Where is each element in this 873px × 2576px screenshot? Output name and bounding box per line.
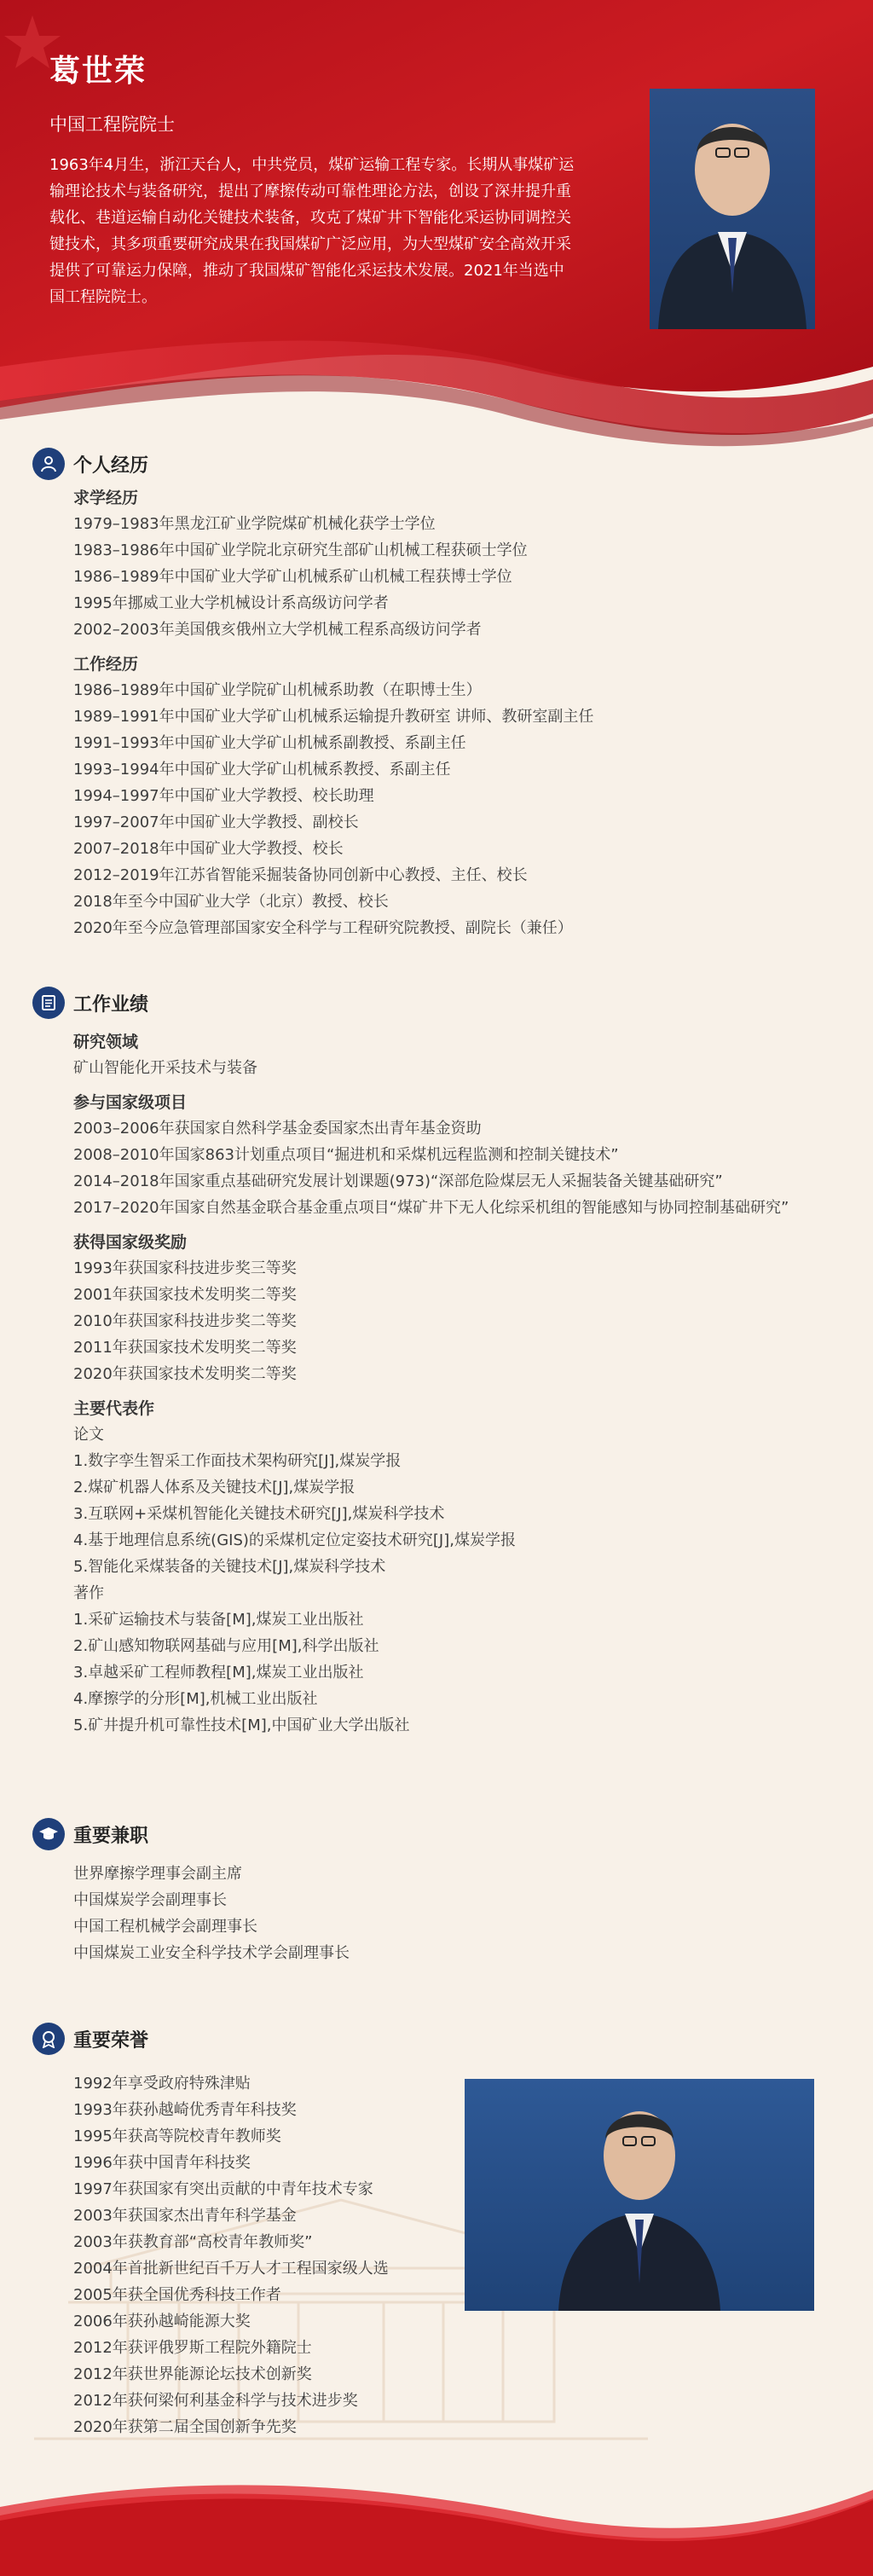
list-item: 1993年获孙越崎优秀青年科技奖 bbox=[73, 2101, 297, 2119]
list-item: 1994–1997年中国矿业大学教授、校长助理 bbox=[73, 787, 374, 805]
list-item: 1.数字孪生智采工作面技术架构研究[J],煤炭学报 bbox=[73, 1452, 402, 1470]
list-item: 2010年获国家科技进步奖二等奖 bbox=[73, 1312, 297, 1330]
list-item: 1995年挪威工业大学机械设计系高级访问学者 bbox=[73, 594, 389, 612]
education-group bbox=[73, 485, 824, 643]
list-item: 2020年获第二届全国创新争先奖 bbox=[73, 2418, 297, 2436]
list-item: 2003年获国家杰出青年科学基金 bbox=[73, 2207, 297, 2225]
list-item: 2001年获国家技术发明奖二等奖 bbox=[73, 1286, 297, 1304]
list-item: 2017–2020年国家自然基金联合基金重点项目“煤矿井下无人化综采机组的智能感知与协同控制基础研究” bbox=[73, 1199, 789, 1217]
section-title-achievements: 工作业绩 bbox=[73, 993, 149, 1016]
list-item: 2003–2006年获国家自然科学基金委国家杰出青年基金资助 bbox=[73, 1120, 482, 1137]
person-icon bbox=[32, 448, 65, 480]
list-item: 2.矿山感知物联网基础与应用[M],科学出版社 bbox=[73, 1637, 379, 1655]
list-item: 1.采矿运输技术与装备[M],煤炭工业出版社 bbox=[73, 1611, 364, 1629]
section-title-honors: 重要荣誉 bbox=[73, 2029, 149, 2052]
list-item: 1993–1994年中国矿业大学矿山机械系教授、系副主任 bbox=[73, 761, 451, 779]
list-item: 2003年获教育部“高校青年教师奖” bbox=[73, 2233, 313, 2251]
portrait-photo-secondary bbox=[465, 2079, 814, 2311]
list-item: 中国煤炭工业安全科学技术学会副理事长 bbox=[73, 1944, 350, 1962]
projects-title: 参与国家级项目 bbox=[73, 1093, 188, 1112]
header-banner bbox=[0, 0, 873, 460]
section-header-posts bbox=[32, 1818, 148, 1850]
list-item: 中国煤炭学会副理事长 bbox=[73, 1891, 227, 1909]
section-header-experience bbox=[32, 448, 148, 480]
papers-label: 论文 bbox=[73, 1426, 104, 1444]
person-bio: 1963年4月生，浙江天台人，中共党员，煤矿运输工程专家。长期从事煤矿运输理论技术与装备研究，提出了摩擦传动可靠性理论方法，创设了深井提升重载化、巷道运输自动化关键技术装备，攻克了煤矿井下智能化采运协同调控关键技术，其多项重要研究成果在我国煤矿广泛应用，为大型煤矿安全高效开采提供了可靠运力保障，推动了我国煤矿智能化采运技术发展。2021年当选中国工程院院士。 bbox=[49, 156, 575, 306]
field-title: 研究领域 bbox=[73, 1033, 139, 1051]
portrait-illustration-secondary bbox=[465, 2079, 814, 2311]
list-item: 2018年至今中国矿业大学（北京）教授、校长 bbox=[73, 893, 389, 911]
list-item: 中国工程机械学会副理事长 bbox=[73, 1918, 257, 1936]
books-label: 著作 bbox=[73, 1584, 104, 1602]
list-item: 4.基于地理信息系统(GIS)的采煤机定位定姿技术研究[J],煤炭学报 bbox=[73, 1531, 516, 1549]
education-title: 求学经历 bbox=[73, 489, 139, 507]
awards-title: 获得国家级奖励 bbox=[73, 1233, 188, 1252]
list-item: 2005年获全国优秀科技工作者 bbox=[73, 2286, 281, 2304]
list-item: 1986–1989年中国矿业大学矿山机械系矿山机械工程获博士学位 bbox=[73, 568, 512, 586]
list-item: 1991–1993年中国矿业大学矿山机械系副教授、系副主任 bbox=[73, 734, 466, 752]
footer-wave bbox=[0, 2464, 873, 2576]
list-item: 2008–2010年国家863计划重点项目“掘进机和采煤机远程监测和控制关键技术” bbox=[73, 1146, 619, 1164]
list-item: 1997–2007年中国矿业大学教授、副校长 bbox=[73, 813, 359, 831]
works-group bbox=[73, 1396, 824, 1739]
list-item: 2.煤矿机器人体系及关键技术[J],煤炭学报 bbox=[73, 1479, 356, 1496]
work-title: 工作经历 bbox=[73, 655, 139, 674]
list-item: 5.矿井提升机可靠性技术[M],中国矿业大学出版社 bbox=[73, 1716, 410, 1734]
list-item: 2012–2019年江苏省智能采掘装备协同创新中心教授、主任、校长 bbox=[73, 866, 528, 884]
experience-block bbox=[73, 485, 824, 950]
medal-icon bbox=[32, 2023, 65, 2055]
person-title: 中国工程院院士 bbox=[49, 114, 175, 135]
work-group bbox=[73, 651, 824, 941]
list-item: 1979–1983年黑龙江矿业学院煤矿机械化获学士学位 bbox=[73, 515, 436, 533]
list-item: 2012年获世界能源论坛技术创新奖 bbox=[73, 2365, 312, 2383]
list-item: 1996年获中国青年科技奖 bbox=[73, 2154, 251, 2172]
list-item: 2014–2018年国家重点基础研究发展计划课题(973)“深部危险煤层无人采掘装备关键基础研究” bbox=[73, 1172, 723, 1190]
section-title-posts: 重要兼职 bbox=[73, 1825, 149, 1847]
field-value: 矿山智能化开采技术与装备 bbox=[73, 1059, 257, 1077]
list-item: 1993年获国家科技进步奖三等奖 bbox=[73, 1259, 297, 1277]
portrait-illustration bbox=[650, 89, 815, 329]
list-item: 世界摩擦学理事会副主席 bbox=[73, 1865, 242, 1883]
person-name: 葛世荣 bbox=[49, 54, 147, 89]
portrait-photo bbox=[650, 89, 815, 329]
list-item: 3.卓越采矿工程师教程[M],煤炭工业出版社 bbox=[73, 1664, 364, 1682]
list-item: 2007–2018年中国矿业大学教授、校长 bbox=[73, 840, 344, 858]
list-item: 1995年获高等院校青年教师奖 bbox=[73, 2127, 281, 2145]
graduation-cap-icon bbox=[32, 1818, 65, 1850]
list-item: 2012年获何梁何利基金科学与技术进步奖 bbox=[73, 2392, 358, 2410]
list-item: 2004年首批新世纪百千万人才工程国家级人选 bbox=[73, 2260, 389, 2278]
section-header-achievements bbox=[32, 987, 148, 1019]
list-item: 2012年获评俄罗斯工程院外籍院士 bbox=[73, 2339, 312, 2357]
list-item: 1989–1991年中国矿业大学矿山机械系运输提升教研室 讲师、教研室副主任 bbox=[73, 708, 594, 726]
posts-block bbox=[73, 1861, 824, 1966]
list-item: 2002–2003年美国俄亥俄州立大学机械工程系高级访问学者 bbox=[73, 621, 482, 639]
section-title-experience: 个人经历 bbox=[73, 454, 149, 477]
honors-block bbox=[73, 2070, 465, 2440]
list-item: 2006年获孙越崎能源大奖 bbox=[73, 2313, 251, 2330]
list-item: 2020年获国家技术发明奖二等奖 bbox=[73, 1365, 297, 1383]
projects-group bbox=[73, 1090, 824, 1221]
list-item: 5.智能化采煤装备的关键技术[J],煤炭科学技术 bbox=[73, 1558, 386, 1576]
section-header-honors bbox=[32, 2023, 148, 2055]
field-group bbox=[73, 1029, 824, 1081]
list-item: 1983–1986年中国矿业学院北京研究生部矿山机械工程获硕士学位 bbox=[73, 541, 528, 559]
achievements-block bbox=[73, 1029, 824, 1747]
list-item: 2011年获国家技术发明奖二等奖 bbox=[73, 1339, 297, 1357]
list-item: 1986–1989年中国矿业学院矿山机械系助教（在职博士生） bbox=[73, 681, 482, 699]
awards-group bbox=[73, 1230, 824, 1387]
list-item: 3.互联网+采煤机智能化关键技术研究[J],煤炭科学技术 bbox=[73, 1505, 445, 1523]
works-title: 主要代表作 bbox=[73, 1399, 155, 1418]
list-item: 2020年至今应急管理部国家安全科学与工程研究院教授、副院长（兼任） bbox=[73, 919, 573, 937]
list-item: 1992年享受政府特殊津贴 bbox=[73, 2075, 251, 2093]
document-icon bbox=[32, 987, 65, 1019]
list-item: 4.摩擦学的分形[M],机械工业出版社 bbox=[73, 1690, 318, 1708]
list-item: 1997年获国家有突出贡献的中青年技术专家 bbox=[73, 2180, 373, 2198]
